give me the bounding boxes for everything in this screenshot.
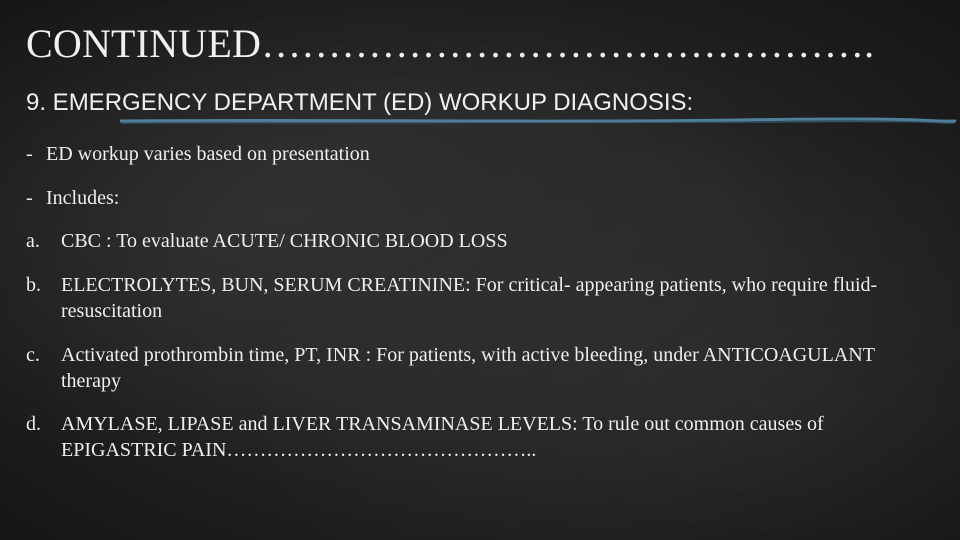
list-text: Activated prothrombin time, PT, INR : For patients, with active bleeding, under ANTICOAGULANT therapy bbox=[61, 344, 875, 392]
list-marker: c. bbox=[26, 344, 40, 366]
bullet-marker: - bbox=[26, 143, 33, 165]
list-marker: a. bbox=[26, 230, 40, 252]
bullet-marker: - bbox=[26, 187, 33, 209]
list-marker: b. bbox=[26, 274, 41, 296]
list-item bbox=[26, 272, 926, 324]
heading-underline bbox=[120, 117, 956, 127]
bullet-item bbox=[26, 185, 926, 211]
bullet-text: Includes: bbox=[46, 187, 120, 209]
list-item bbox=[26, 411, 926, 463]
list-text: ELECTROLYTES, BUN, SERUM CREATININE: For critical- appearing patients, who require fluid- resuscitation bbox=[61, 274, 878, 322]
bullet-item bbox=[26, 141, 926, 167]
slide-title: CONTINUED………………………………………. bbox=[26, 21, 875, 66]
list-item bbox=[26, 228, 926, 254]
list-text: AMYLASE, LIPASE and LIVER TRANSAMINASE LEVELS: To rule out common causes of EPIGASTRIC PAIN……………………………………….. bbox=[61, 413, 824, 461]
section-heading: 9. EMERGENCY DEPARTMENT (ED) WORKUP DIAGNOSIS: bbox=[26, 89, 694, 116]
list-item bbox=[26, 342, 926, 394]
list-marker: d. bbox=[26, 413, 41, 435]
bullet-text: ED workup varies based on presentation bbox=[46, 143, 370, 165]
list-text: CBC : To evaluate ACUTE/ CHRONIC BLOOD LOSS bbox=[61, 230, 508, 252]
